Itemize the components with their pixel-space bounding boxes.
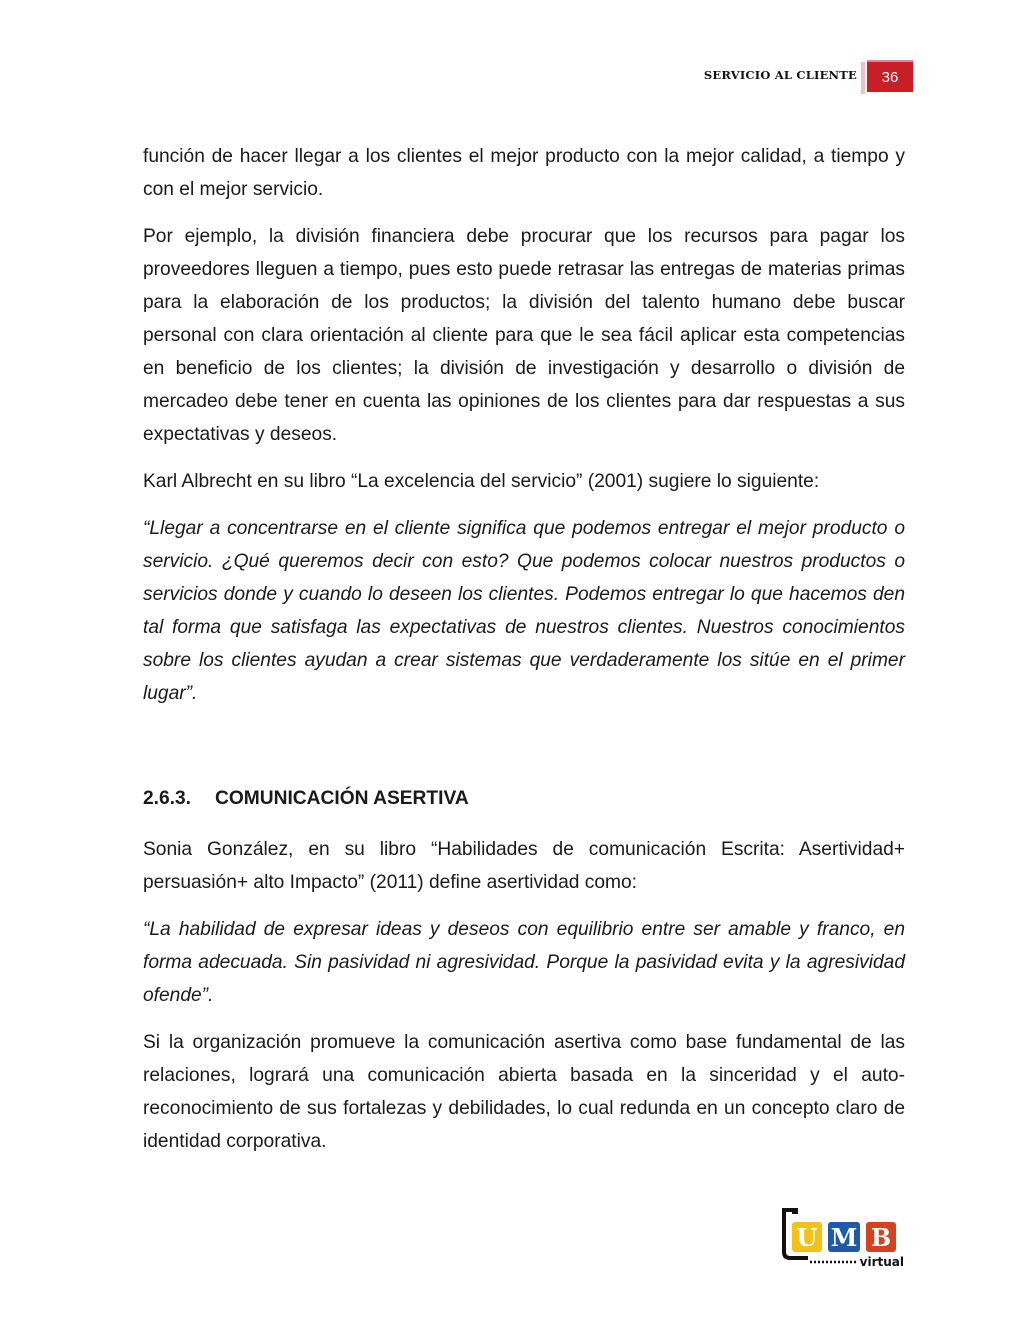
paragraph: función de hacer llegar a los clientes el mejor producto con la mejor calidad, a tiempo y con el mejor servicio. — [143, 146, 905, 200]
block-quote: “Llegar a concentrarse en el cliente significa que podemos entregar el mejor producto o servicio. ¿Qué queremos decir con esto? Que podemos colocar nuestros productos o servicios donde y cuando lo deseen los clientes. Podemos entregar lo que hacemos den tal forma que satisfaga las expectativas de nuestros clientes. Nuestros conocimientos sobre los clientes ayudan a crear sistemas que verdaderamente los sitúe en el primer lugar”. — [143, 518, 905, 704]
page-number: 36 — [881, 68, 899, 86]
section-title: COMUNICACIÓN ASERTIVA — [215, 788, 469, 809]
header-title: SERVICIO AL CLIENTE — [703, 68, 857, 82]
block-quote: “La habilidad de expresar ideas y deseos con equilibrio entre ser amable y franco, en forma adecuada. Sin pasividad ni agresividad. Porque la pasividad evita y la agresividad ofende”. — [143, 919, 905, 1006]
logo-letter-m: M — [830, 1223, 858, 1252]
paragraph: Karl Albrecht en su libro “La excelencia del servicio” (2001) sugiere lo siguiente: — [143, 471, 820, 492]
umb-virtual-logo — [780, 1206, 908, 1270]
paragraph: Por ejemplo, la división financiera debe procurar que los recursos para pagar los proveedores lleguen a tiempo, pues esto puede retrasar las entregas de materias primas para la elaboración de los productos; la división del talento humano debe buscar personal con clara orientación al cliente para que le sea fácil aplicar esta competencias en beneficio de los clientes; la división de investigación y desarrollo o división de mercadeo debe tener en cuenta las opiniones de los clientes para dar respuestas a sus expectativas y deseos. — [143, 226, 905, 445]
section-number: 2.6.3. — [143, 788, 192, 809]
paragraph: Si la organización promueve la comunicación asertiva como base fundamental de las relaciones, logrará una comunicación abierta basada en la sinceridad y el auto-reconocimiento de sus fortalezas y debilidades, lo cual redunda en un concepto claro de identidad corporativa. — [143, 1032, 905, 1152]
page-number-badge — [867, 60, 913, 92]
page-content — [143, 140, 905, 1172]
logo-letter-b: B — [870, 1223, 892, 1252]
logo-letter-u: U — [796, 1223, 818, 1252]
section-heading — [143, 782, 905, 815]
logo-subtitle: virtual — [859, 1255, 904, 1269]
paragraph: Sonia González, en su libro “Habilidades de comunicación Escrita: Asertividad+ persuasión+ alto Impacto” (2011) define asertividad como: — [143, 839, 905, 893]
